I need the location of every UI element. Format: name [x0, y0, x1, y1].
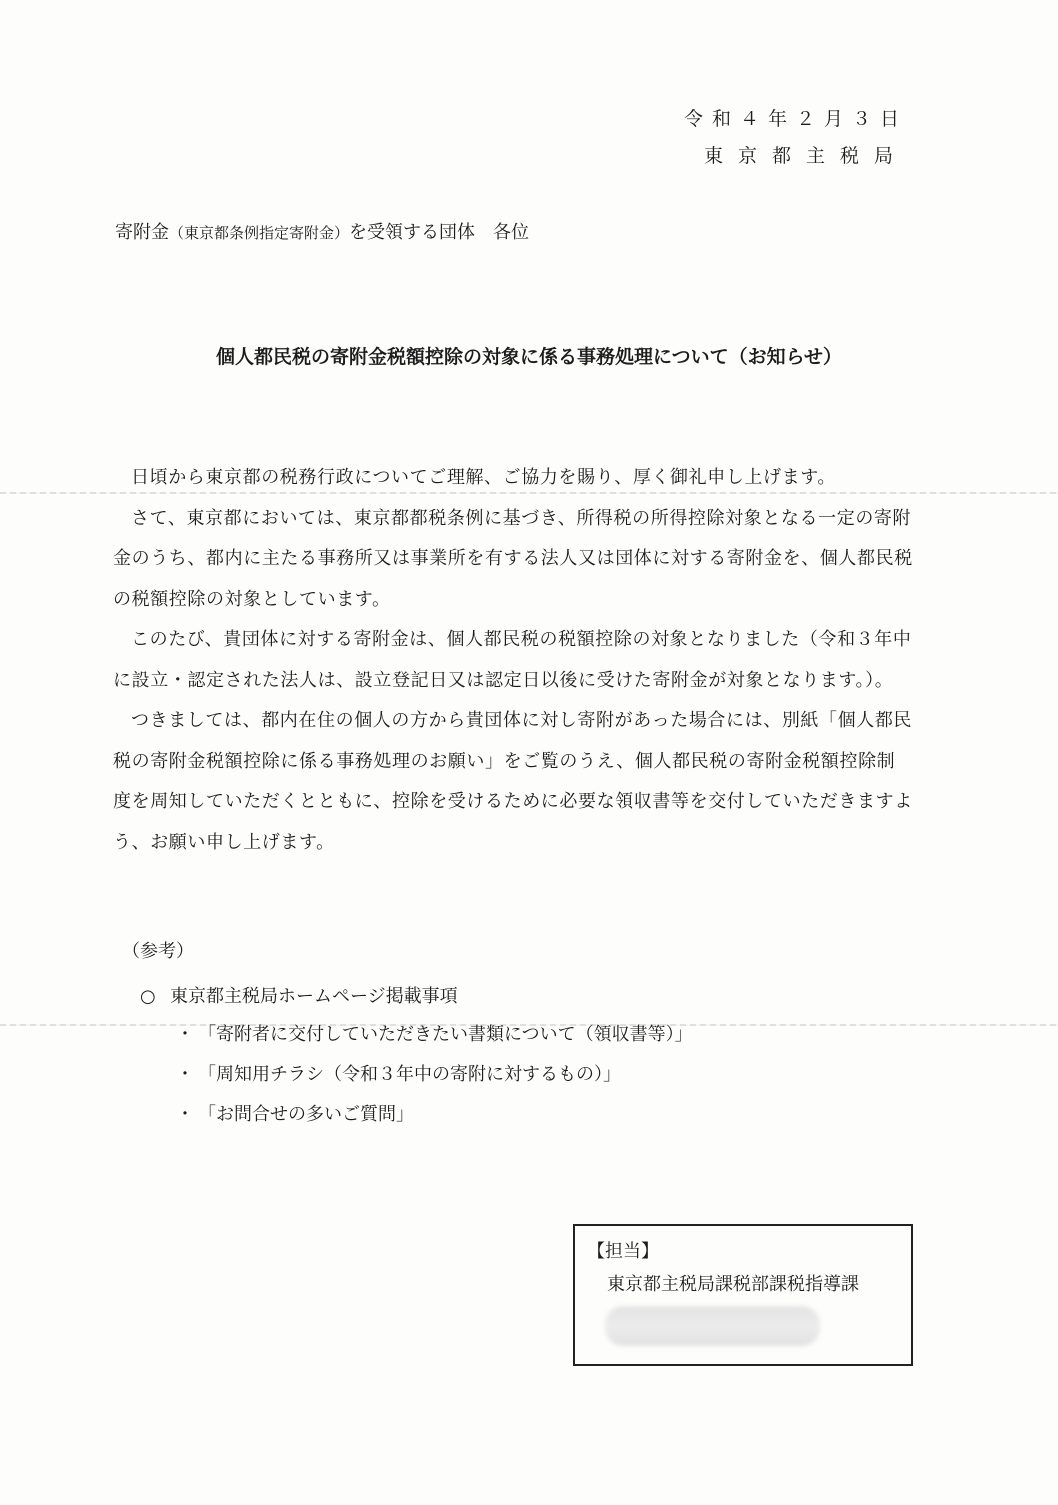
contact-heading: 【担当】: [587, 1241, 659, 1262]
contact-box: [573, 1224, 913, 1366]
document-issuer: 東京都主税局: [703, 145, 908, 167]
body-paragraph: さて、東京都においては、東京都都税条例に基づき、所得税の所得控除対象となる一定の寄附金のうち、都内に主たる事務所又は事業所を有する法人又は団体に対する寄附金を、個人都民税の税額控除の対象としています。: [113, 507, 913, 610]
list-item-text: 「周知用チラシ（令和３年中の寄附に対するもの）」: [198, 1064, 621, 1085]
list-item: [172, 1095, 693, 1135]
contact-department: 東京都主税局課税部課税指導課: [607, 1274, 859, 1295]
list-item-text: 「寄附者に交付していただきたい書類について（領収書等）」: [198, 1024, 693, 1045]
bullet-icon: ・: [176, 1024, 194, 1045]
redacted-area: [605, 1306, 820, 1346]
recipient-line: [115, 218, 529, 244]
circle-icon: ○: [140, 986, 156, 1007]
document-date: 令和４年２月３日: [683, 108, 908, 130]
reference-label: （参考）: [122, 941, 194, 962]
bullet-icon: ・: [176, 1104, 194, 1125]
bullet-icon: ・: [176, 1064, 194, 1085]
reference-heading-text: 東京都主税局ホームページ掲載事項: [170, 986, 458, 1007]
document-title: 個人都民税の寄附金税額控除の対象に係る事務処理について（お知らせ）: [215, 346, 843, 368]
reference-list: [172, 1015, 693, 1135]
recipient-note: （東京都条例指定寄附金）: [169, 224, 350, 242]
body-paragraph: このたび、貴団体に対する寄附金は、個人都民税の税額控除の対象となりました（令和３年中に設立・認定された法人は、設立登記日又は認定日以後に受けた寄附金が対象となります。）。: [113, 629, 912, 691]
reference-heading: [140, 982, 458, 1008]
body-paragraph: つきましては、都内在住の個人の方から貴団体に対し寄附があった場合には、別紙「個人都民税の寄附金税額控除に係る事務処理のお願い」をご覧のうえ、個人都民税の寄附金税額控除制度を周知していただくとともに、控除を受けるために必要な領収書等を交付していただきますよう、お願い申し上げます。: [113, 710, 913, 853]
body-paragraph: 日頃から東京都の税務行政についてご理解、ご協力を賜り、厚く御礼申し上げます。: [131, 467, 836, 488]
list-item: [172, 1015, 693, 1055]
document-body: [113, 458, 913, 863]
recipient-prefix: 寄附金: [115, 222, 169, 243]
list-item: [172, 1055, 693, 1095]
list-item-text: 「お問合せの多いご質問」: [198, 1104, 414, 1125]
recipient-suffix: を受領する団体 各位: [349, 222, 530, 243]
